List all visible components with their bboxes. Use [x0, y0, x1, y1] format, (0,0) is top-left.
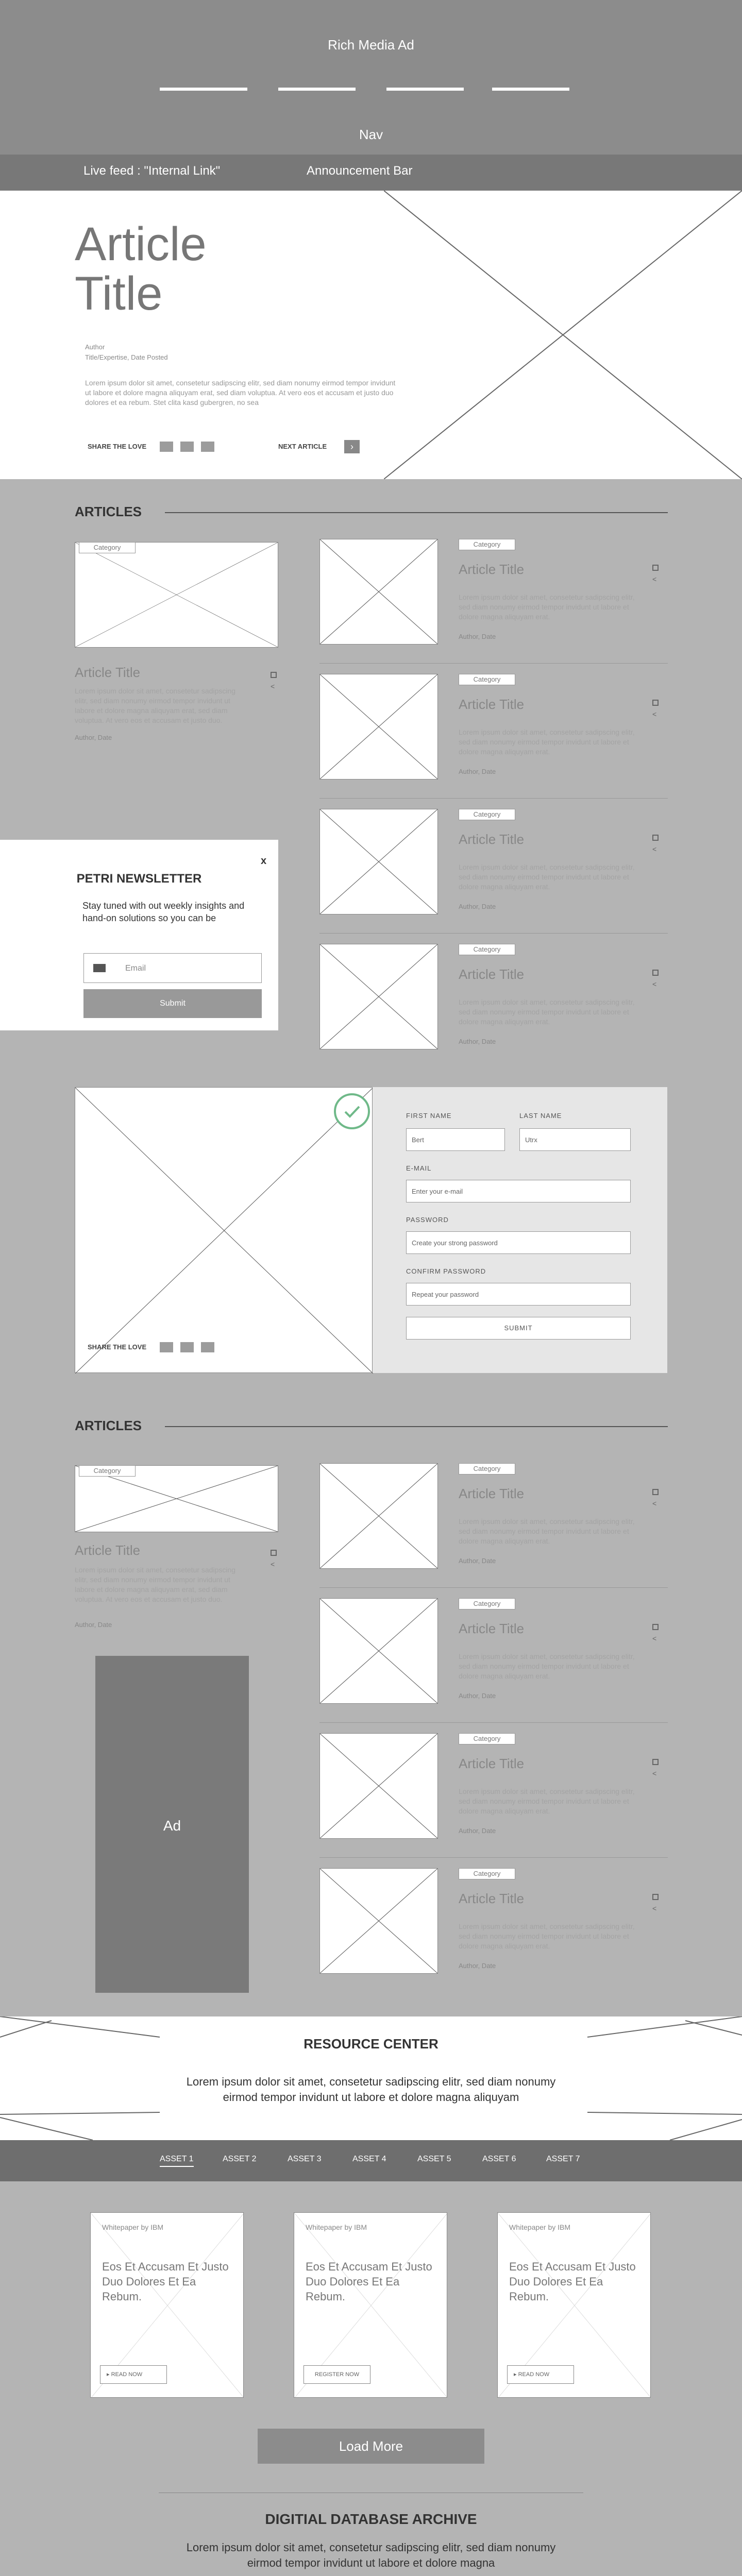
hero-title-line1: Article [75, 218, 207, 270]
article-divider [319, 798, 668, 799]
article-image [319, 674, 438, 779]
article-divider [319, 1587, 668, 1588]
newsletter-desc: Stay tuned with out weekly insights and hand-on solutions so you can be [82, 901, 245, 923]
article-title[interactable]: Article Title [459, 1891, 525, 1906]
article-title[interactable]: Article Title [459, 1621, 525, 1636]
share-icon[interactable]: < [652, 575, 657, 583]
card-button[interactable] [100, 2365, 167, 2384]
article-category[interactable]: Category [459, 1598, 515, 1609]
newsletter-title: PETRI NEWSLETTER [76, 872, 202, 886]
card-tag: Whitepaper by IBM [306, 2223, 367, 2231]
article-title[interactable]: Article Title [459, 832, 525, 847]
checkmark-badge [334, 1093, 370, 1129]
password-field[interactable]: Create your strong password [406, 1231, 631, 1254]
nav-line-1[interactable] [160, 88, 247, 91]
article-image [319, 1868, 438, 1974]
share-icon[interactable]: < [271, 682, 275, 690]
list-item[interactable] [319, 1733, 668, 1868]
featured-article[interactable] [75, 1465, 278, 1640]
confirm-password-label: CONFIRM PASSWORD [406, 1267, 486, 1275]
bookmark-icon[interactable] [271, 672, 277, 678]
article-author: Author, Date [459, 1038, 496, 1045]
share-button-2[interactable] [180, 442, 194, 452]
hero-section [0, 191, 742, 479]
article-body: Lorem ipsum dolor sit amet, consetetur sadipscing elitr, sed diam nonumy eirmod tempor invidunt ut labore et dolore magna aliquyam erat. [459, 593, 635, 621]
share-button-2[interactable] [180, 1342, 194, 1352]
resource-card[interactable] [90, 2212, 244, 2398]
newsletter-email-field[interactable] [83, 953, 262, 983]
bookmark-icon[interactable] [652, 565, 659, 571]
list-item[interactable] [319, 1868, 668, 2003]
resource-title: RESOURCE CENTER [303, 2036, 439, 2052]
load-more-button[interactable]: Load More [258, 2429, 484, 2464]
list-item[interactable] [319, 539, 668, 674]
featured-author: Author, Date [75, 734, 112, 741]
archive-desc: Lorem ipsum dolor sit amet, consetetur sadipscing elitr, sed diam nonumy eirmod tempor invidunt ut labore et dolore magna [186, 2541, 556, 2569]
first-name-field[interactable]: Bert [406, 1128, 505, 1151]
share-button-3[interactable] [201, 1342, 214, 1352]
email-field[interactable]: Enter your e-mail [406, 1180, 631, 1202]
signup-submit-button[interactable]: SUBMIT [406, 1317, 631, 1340]
article-divider [319, 933, 668, 934]
list-item[interactable] [319, 1598, 668, 1733]
article-author: Author, Date [459, 768, 496, 775]
bookmark-icon[interactable] [652, 700, 659, 706]
archive-title: DIGITIAL DATABASE ARCHIVE [265, 2511, 477, 2527]
next-article-label[interactable]: NEXT ARTICLE [278, 443, 327, 450]
nav-line-4[interactable] [492, 88, 569, 91]
bookmark-icon[interactable] [652, 835, 659, 841]
chevron-right-icon: › [350, 442, 353, 452]
article-image [319, 539, 438, 645]
article-category[interactable]: Category [459, 944, 515, 955]
article-body: Lorem ipsum dolor sit amet, consetetur sadipscing elitr, sed diam nonumy eirmod tempor invidunt ut labore et dolore magna aliquyam erat. [459, 1922, 635, 1950]
share-icon[interactable]: < [271, 1560, 275, 1568]
list-item[interactable] [319, 809, 668, 944]
resource-body [0, 2181, 742, 2576]
card-tag: Whitepaper by IBM [509, 2223, 571, 2231]
article-image [319, 809, 438, 914]
article-divider [319, 1722, 668, 1723]
nav-line-3[interactable] [386, 88, 464, 91]
hero-share-label: SHARE THE LOVE [88, 443, 147, 450]
resource-card[interactable] [294, 2212, 447, 2398]
email-label: E-MAIL [406, 1164, 432, 1172]
article-image [319, 1598, 438, 1704]
featured-category[interactable]: Category [79, 542, 136, 553]
card-title: Eos Et Accusam Et Justo Duo Dolores Et Ea Rebum. [306, 2260, 432, 2303]
articles-section-2 [0, 1386, 742, 2016]
article-body: Lorem ipsum dolor sit amet, consetetur sadipscing elitr, sed diam nonumy eirmod tempor invidunt ut labore et dolore magna aliquyam erat. [459, 1787, 635, 1815]
signup-image [75, 1087, 373, 1373]
tab-asset-1[interactable]: ASSET 1 [160, 2155, 194, 2167]
bookmark-icon[interactable] [652, 1894, 659, 1900]
articles-section-1 [0, 479, 742, 1386]
ad-block[interactable] [95, 1656, 249, 1993]
last-name-field[interactable]: Utrx [519, 1128, 631, 1151]
signup-share-label: SHARE THE LOVE [88, 1343, 147, 1351]
article-body: Lorem ipsum dolor sit amet, consetetur sadipscing elitr, sed diam nonumy eirmod tempor invidunt ut labore et dolore magna aliquyam erat. [459, 728, 635, 756]
share-icon[interactable]: < [652, 1769, 657, 1777]
tab-asset-5[interactable]: ASSET 5 [417, 2155, 451, 2163]
share-icon[interactable]: < [652, 1904, 657, 1912]
hero-meta: Title/Expertise, Date Posted [85, 353, 168, 361]
article-image [319, 1733, 438, 1839]
newsletter-email-placeholder: Email [125, 964, 146, 973]
article-author: Author, Date [459, 633, 496, 640]
article-author: Author, Date [459, 1827, 496, 1835]
password-label: PASSWORD [406, 1216, 449, 1224]
featured-body: Lorem ipsum dolor sit amet, consetetur sadipscing elitr, sed diam nonumy eirmod tempor invidunt ut labore et dolore magna aliquyam erat, sed diam voluptua. At vero eos et accusam et justo duo. [75, 687, 236, 724]
share-icon[interactable]: < [652, 845, 657, 853]
share-icon[interactable]: < [652, 710, 657, 718]
featured-article[interactable] [75, 542, 278, 800]
check-icon [336, 1095, 368, 1127]
article-title[interactable]: Article Title [459, 1756, 525, 1771]
article-author: Author, Date [459, 1692, 496, 1700]
bookmark-icon[interactable] [652, 1759, 659, 1765]
nav-label: Nav [359, 127, 383, 142]
newsletter-submit-button[interactable]: Submit [83, 989, 262, 1018]
article-image [319, 944, 438, 1049]
article-divider [319, 663, 668, 664]
article-title[interactable]: Article Title [459, 697, 525, 712]
rich-media-ad-label: Rich Media Ad [328, 37, 414, 53]
tab-asset-3[interactable]: ASSET 3 [288, 2155, 322, 2163]
hero-image-placeholder [384, 191, 742, 479]
article-body: Lorem ipsum dolor sit amet, consetetur sadipscing elitr, sed diam nonumy eirmod tempor invidunt ut labore et dolore magna aliquyam erat. [459, 1517, 635, 1545]
article-list [319, 539, 668, 1075]
tab-asset-7[interactable]: ASSET 7 [546, 2155, 580, 2163]
first-name-label: FIRST NAME [406, 1112, 452, 1120]
resource-center [0, 2016, 742, 2140]
tab-asset-2[interactable]: ASSET 2 [223, 2155, 257, 2163]
article-title[interactable]: Article Title [459, 967, 525, 982]
card-button[interactable] [507, 2365, 574, 2384]
article-category[interactable]: Category [459, 1463, 515, 1475]
article-body: Lorem ipsum dolor sit amet, consetetur sadipscing elitr, sed diam nonumy eirmod tempor invidunt ut labore et dolore magna aliquyam erat. [459, 1652, 635, 1680]
newsletter-close-button[interactable]: x [261, 855, 267, 867]
envelope-icon [93, 964, 106, 972]
article-category[interactable]: Category [459, 809, 515, 820]
share-icon[interactable]: < [652, 1634, 657, 1642]
articles-heading: ARTICLES [75, 1418, 142, 1433]
share-button-1[interactable] [160, 442, 173, 452]
play-icon: ▸ [107, 2371, 111, 2378]
resource-desc: Lorem ipsum dolor sit amet, consetetur sadipscing elitr, sed diam nonumy eirmod tempor invidunt ut labore et dolore magna aliquyam [186, 2075, 556, 2104]
play-icon: ▸ [514, 2371, 518, 2378]
nav-line-2[interactable] [278, 88, 356, 91]
card-button-label: READ NOW [111, 2371, 143, 2378]
share-button-1[interactable] [160, 1342, 173, 1352]
article-title[interactable]: Article Title [459, 562, 525, 577]
signup-form [373, 1087, 667, 1373]
bookmark-icon[interactable] [271, 1550, 277, 1556]
bookmark-icon[interactable] [652, 1489, 659, 1495]
card-title: Eos Et Accusam Et Justo Duo Dolores Et Ea Rebum. [102, 2260, 229, 2303]
bookmark-icon[interactable] [652, 1624, 659, 1630]
tab-asset-6[interactable]: ASSET 6 [482, 2155, 516, 2163]
article-list [319, 1463, 668, 2003]
tab-asset-4[interactable]: ASSET 4 [352, 2155, 386, 2163]
article-image [319, 1463, 438, 1569]
featured-body: Lorem ipsum dolor sit amet, consetetur sadipscing elitr, sed diam nonumy eirmod tempor invidunt ut labore et dolore magna aliquyam erat, sed diam voluptua. At vero eos et accusam et justo duo. [75, 1566, 236, 1603]
article-author: Author, Date [459, 1962, 496, 1970]
card-button-label: READ NOW [518, 2371, 550, 2378]
articles-heading: ARTICLES [75, 504, 142, 519]
featured-image [75, 542, 278, 648]
article-divider [319, 1857, 668, 1858]
top-header [0, 0, 742, 191]
share-icon[interactable]: < [652, 1499, 657, 1507]
card-tag: Whitepaper by IBM [102, 2223, 164, 2231]
article-category[interactable]: Category [459, 674, 515, 685]
resource-tabs-bar [0, 2140, 742, 2181]
hero-body: Lorem ipsum dolor sit amet, consetetur sadipscing elitr, sed diam nonumy eirmod tempor invidunt ut labore et dolore magna aliquyam erat, sed diam voluptua. At vero eos et accusam et justo duo dolores et ea rebum. Stet clita kasd gubergren, no sea [85, 379, 396, 406]
live-feed-link[interactable]: Live feed : "Internal Link" [83, 164, 221, 178]
announcement-label: Announcement Bar [307, 164, 413, 178]
last-name-label: LAST NAME [519, 1112, 562, 1120]
announcement-bar [0, 155, 742, 191]
list-item[interactable] [319, 674, 668, 809]
resource-card[interactable] [497, 2212, 651, 2398]
newsletter-popup [0, 840, 278, 1030]
article-title[interactable]: Article Title [459, 1486, 525, 1501]
article-body: Lorem ipsum dolor sit amet, consetetur sadipscing elitr, sed diam nonumy eirmod tempor invidunt ut labore et dolore magna aliquyam erat. [459, 998, 635, 1026]
share-button-3[interactable] [201, 442, 214, 452]
list-item[interactable] [319, 944, 668, 1079]
list-item[interactable] [319, 1463, 668, 1598]
confirm-password-field[interactable]: Repeat your password [406, 1283, 631, 1306]
articles-heading-rule [165, 1426, 668, 1427]
articles-heading-rule [165, 512, 668, 513]
next-article-button[interactable] [344, 440, 360, 453]
ad-label: Ad [163, 1818, 181, 1834]
bookmark-icon[interactable] [652, 970, 659, 976]
featured-title[interactable]: Article Title [75, 1543, 141, 1558]
article-author: Author, Date [459, 903, 496, 910]
hero-author: Author [85, 343, 105, 351]
article-category[interactable]: Category [459, 539, 515, 550]
article-category[interactable]: Category [459, 1733, 515, 1744]
article-category[interactable]: Category [459, 1868, 515, 1879]
featured-author: Author, Date [75, 1621, 112, 1629]
featured-category[interactable]: Category [79, 1465, 136, 1477]
share-icon[interactable]: < [652, 980, 657, 988]
article-body: Lorem ipsum dolor sit amet, consetetur sadipscing elitr, sed diam nonumy eirmod tempor invidunt ut labore et dolore magna aliquyam erat. [459, 863, 635, 891]
hero-title-line2: Title [75, 267, 163, 320]
featured-title[interactable]: Article Title [75, 665, 141, 680]
card-title: Eos Et Accusam Et Justo Duo Dolores Et Ea Rebum. [509, 2260, 636, 2303]
card-button[interactable]: REGISTER NOW [303, 2365, 370, 2384]
article-author: Author, Date [459, 1557, 496, 1565]
